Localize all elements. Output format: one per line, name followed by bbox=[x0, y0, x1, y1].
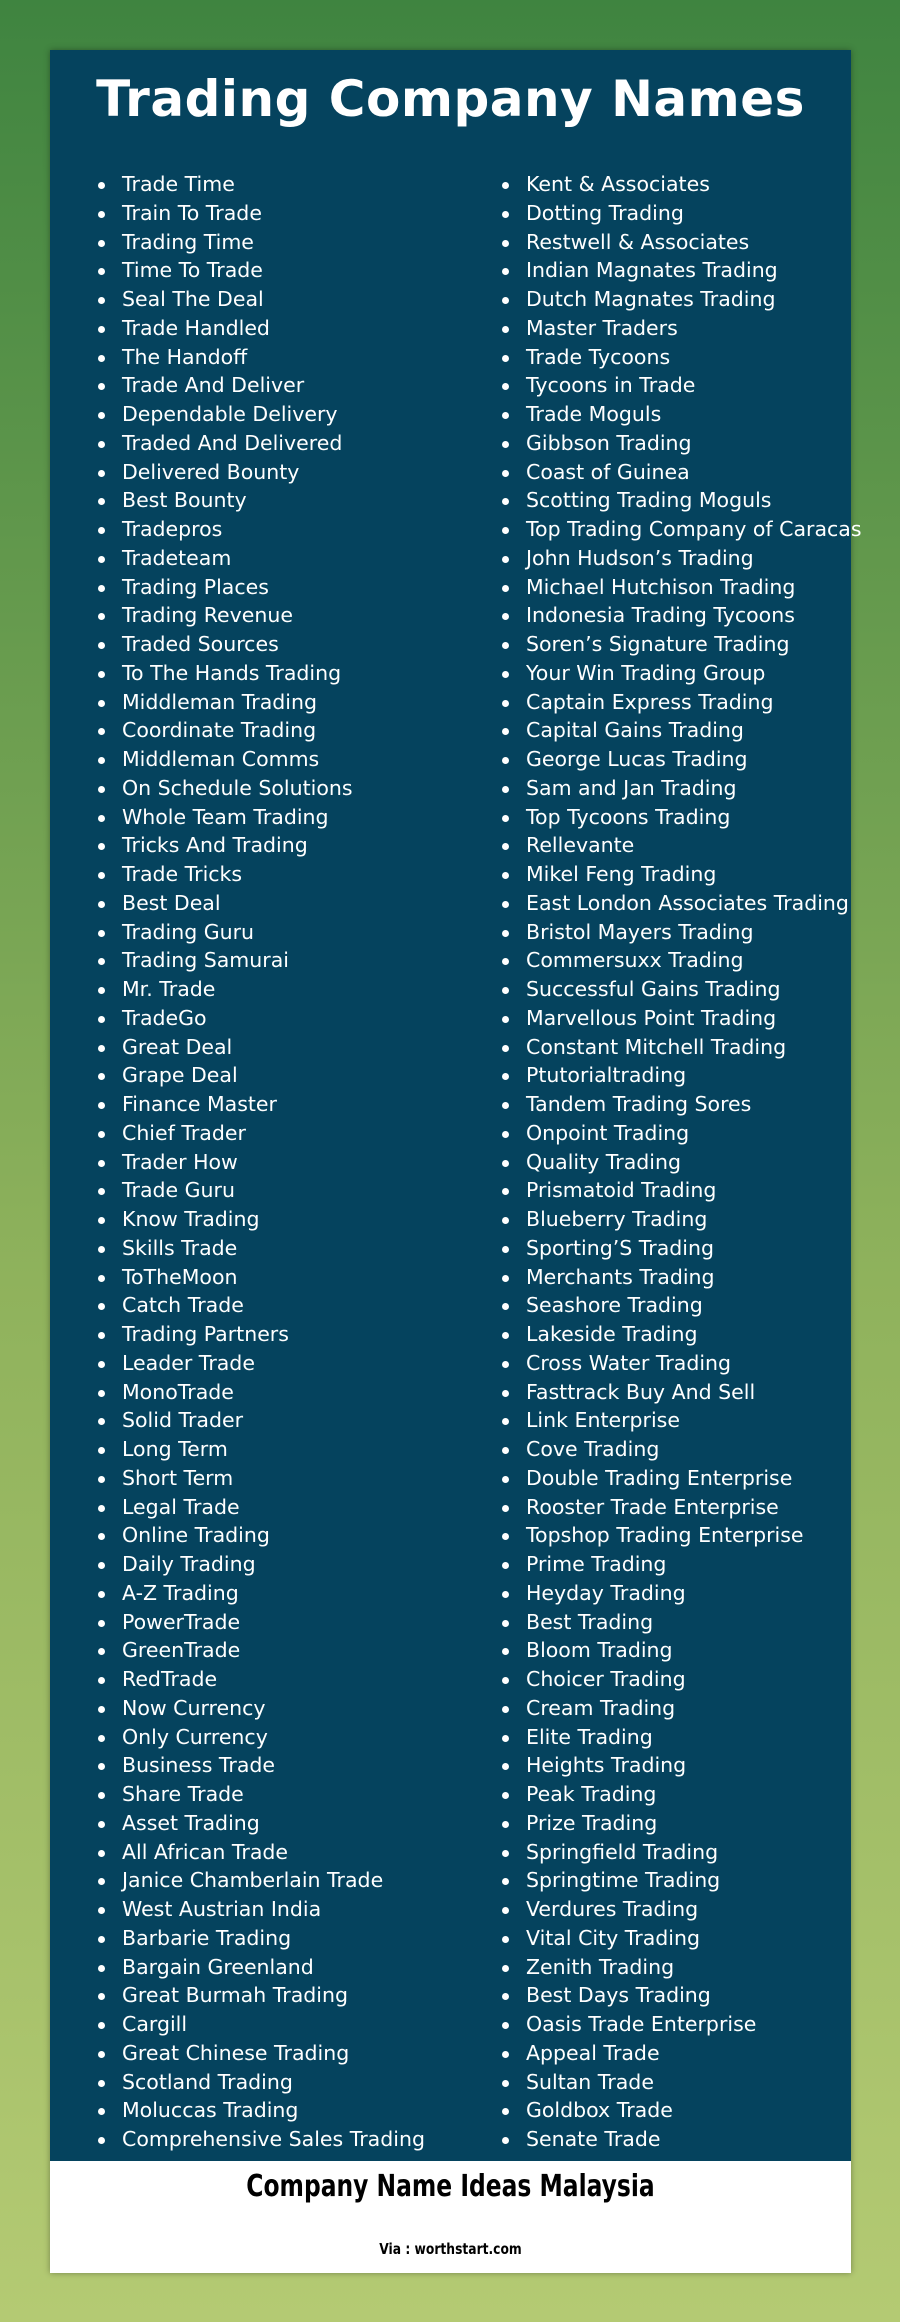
list-item: Zenith Trading bbox=[502, 1953, 847, 1982]
list-item: Cove Trading bbox=[502, 1435, 847, 1464]
list-item: Onpoint Trading bbox=[502, 1119, 847, 1148]
list-item: Trading Revenue bbox=[98, 601, 478, 630]
list-item: Moluccas Trading bbox=[98, 2096, 478, 2125]
list-item: Topshop Trading Enterprise bbox=[502, 1521, 847, 1550]
list-item: Scotting Trading Moguls bbox=[502, 486, 847, 515]
list-item: Asset Trading bbox=[98, 1809, 478, 1838]
list-item: Tradepros bbox=[98, 515, 478, 544]
list-item: West Austrian India bbox=[98, 1895, 478, 1924]
list-item: Trading Guru bbox=[98, 918, 478, 947]
list-item: Gibbson Trading bbox=[502, 429, 847, 458]
footer-title: Company Name Ideas Malaysia bbox=[246, 2169, 655, 2204]
list-item: On Schedule Solutions bbox=[98, 774, 478, 803]
list-item: Whole Team Trading bbox=[98, 803, 478, 832]
list-item: East London Associates Trading bbox=[502, 889, 847, 918]
list-item: Middleman Trading bbox=[98, 688, 478, 717]
list-item: Dependable Delivery bbox=[98, 400, 478, 429]
list-item: Leader Trade bbox=[98, 1349, 478, 1378]
list-item: Vital City Trading bbox=[502, 1924, 847, 1953]
list-item: Share Trade bbox=[98, 1780, 478, 1809]
list-item: Traded And Delivered bbox=[98, 429, 478, 458]
list-item: Daily Trading bbox=[98, 1550, 478, 1579]
list-item: TradeGo bbox=[98, 1004, 478, 1033]
list-item: Prize Trading bbox=[502, 1809, 847, 1838]
list-item: Coordinate Trading bbox=[98, 716, 478, 745]
list-item: Tricks And Trading bbox=[98, 831, 478, 860]
list-item: Best Days Trading bbox=[502, 1981, 847, 2010]
list-item: Trading Places bbox=[98, 573, 478, 602]
list-item: Goldbox Trade bbox=[502, 2096, 847, 2125]
list-item: Mikel Feng Trading bbox=[502, 860, 847, 889]
list-item: Chief Trader bbox=[98, 1119, 478, 1148]
list-item: Oasis Trade Enterprise bbox=[502, 2010, 847, 2039]
list-item: Great Chinese Trading bbox=[98, 2039, 478, 2068]
list-item: Choicer Trading bbox=[502, 1665, 847, 1694]
list-item: Barbarie Trading bbox=[98, 1924, 478, 1953]
list-item: Comprehensive Sales Trading bbox=[98, 2125, 478, 2154]
list-item: Know Trading bbox=[98, 1205, 478, 1234]
list-item: Coast of Guinea bbox=[502, 458, 847, 487]
list-item: Great Burmah Trading bbox=[98, 1981, 478, 2010]
list-item: Lakeside Trading bbox=[502, 1320, 847, 1349]
list-item: Online Trading bbox=[98, 1521, 478, 1550]
list-item: Mr. Trade bbox=[98, 975, 478, 1004]
list-item: Blueberry Trading bbox=[502, 1205, 847, 1234]
list-item: Prismatoid Trading bbox=[502, 1176, 847, 1205]
list-item: Business Trade bbox=[98, 1751, 478, 1780]
list-item: Tradeteam bbox=[98, 544, 478, 573]
list-item: Finance Master bbox=[98, 1090, 478, 1119]
list-item: Trade Guru bbox=[98, 1176, 478, 1205]
list-item: Best Deal bbox=[98, 889, 478, 918]
list-item: Springfield Trading bbox=[502, 1838, 847, 1867]
infographic-card bbox=[50, 50, 862, 2273]
names-list-right bbox=[502, 170, 862, 2154]
list-item: Trade Tricks bbox=[98, 860, 478, 889]
list-item: Trade Moguls bbox=[502, 400, 847, 429]
names-panel bbox=[50, 50, 862, 2161]
list-item: Great Deal bbox=[98, 1033, 478, 1062]
list-item: Soren’s Signature Trading bbox=[502, 630, 847, 659]
list-item: Bristol Mayers Trading bbox=[502, 918, 847, 947]
list-item: Bargain Greenland bbox=[98, 1953, 478, 1982]
list-item: Michael Hutchison Trading bbox=[502, 573, 847, 602]
list-item: Seashore Trading bbox=[502, 1291, 847, 1320]
list-item: Master Traders bbox=[502, 314, 847, 343]
list-item: Grape Deal bbox=[98, 1061, 478, 1090]
list-item: Heyday Trading bbox=[502, 1579, 847, 1608]
list-item: Springtime Trading bbox=[502, 1866, 847, 1895]
list-item: Long Term bbox=[98, 1435, 478, 1464]
list-item: Link Enterprise bbox=[502, 1406, 847, 1435]
list-item: Skills Trade bbox=[98, 1234, 478, 1263]
list-item: Now Currency bbox=[98, 1694, 478, 1723]
list-item: Short Term bbox=[98, 1464, 478, 1493]
list-item: Top Trading Company of Caracas bbox=[502, 515, 847, 544]
list-item: John Hudson’s Trading bbox=[502, 544, 847, 573]
list-item: Seal The Deal bbox=[98, 285, 478, 314]
list-item: Ptutorialtrading bbox=[502, 1061, 847, 1090]
list-item: MonoTrade bbox=[98, 1378, 478, 1407]
list-item: Quality Trading bbox=[502, 1148, 847, 1177]
list-item: Trade And Deliver bbox=[98, 371, 478, 400]
list-item: Solid Trader bbox=[98, 1406, 478, 1435]
list-item: Commersuxx Trading bbox=[502, 946, 847, 975]
list-item: Your Win Trading Group bbox=[502, 659, 847, 688]
list-item: Only Currency bbox=[98, 1723, 478, 1752]
list-item: Traded Sources bbox=[98, 630, 478, 659]
list-item: Trade Handled bbox=[98, 314, 478, 343]
list-item: Senate Trade bbox=[502, 2125, 847, 2154]
list-item: Sultan Trade bbox=[502, 2068, 847, 2097]
list-item: Cream Trading bbox=[502, 1694, 847, 1723]
list-item: Dotting Trading bbox=[502, 199, 847, 228]
list-item: Elite Trading bbox=[502, 1723, 847, 1752]
list-item: To The Hands Trading bbox=[98, 659, 478, 688]
list-item: Dutch Magnates Trading bbox=[502, 285, 847, 314]
footer bbox=[50, 2161, 851, 2273]
list-item: All African Trade bbox=[98, 1838, 478, 1867]
list-item: Rellevante bbox=[502, 831, 847, 860]
list-item: Restwell & Associates bbox=[502, 228, 847, 257]
list-item: Heights Trading bbox=[502, 1751, 847, 1780]
list-item: Scotland Trading bbox=[98, 2068, 478, 2097]
list-item: A-Z Trading bbox=[98, 1579, 478, 1608]
list-item: Merchants Trading bbox=[502, 1263, 847, 1292]
list-item: Delivered Bounty bbox=[98, 458, 478, 487]
list-item: The Handoff bbox=[98, 343, 478, 372]
list-item: Bloom Trading bbox=[502, 1636, 847, 1665]
list-item: Middleman Comms bbox=[98, 745, 478, 774]
page-title: Trading Company Names bbox=[96, 70, 805, 128]
list-item: Trading Samurai bbox=[98, 946, 478, 975]
list-item: Janice Chamberlain Trade bbox=[98, 1866, 478, 1895]
list-item: George Lucas Trading bbox=[502, 745, 847, 774]
list-item: Top Tycoons Trading bbox=[502, 803, 847, 832]
list-item: Trading Time bbox=[98, 228, 478, 257]
list-item: Cross Water Trading bbox=[502, 1349, 847, 1378]
list-item: Indian Magnates Trading bbox=[502, 256, 847, 285]
list-item: Kent & Associates bbox=[502, 170, 847, 199]
list-item: Successful Gains Trading bbox=[502, 975, 847, 1004]
list-item: Appeal Trade bbox=[502, 2039, 847, 2068]
list-item: Trading Partners bbox=[98, 1320, 478, 1349]
list-item: Captain Express Trading bbox=[502, 688, 847, 717]
list-item: Tycoons in Trade bbox=[502, 371, 847, 400]
list-item: Constant Mitchell Trading bbox=[502, 1033, 847, 1062]
list-item: Best Bounty bbox=[98, 486, 478, 515]
list-item: ToTheMoon bbox=[98, 1263, 478, 1292]
list-item: Trade Time bbox=[98, 170, 478, 199]
list-item: Marvellous Point Trading bbox=[502, 1004, 847, 1033]
list-item: Train To Trade bbox=[98, 199, 478, 228]
list-item: Sporting’S Trading bbox=[502, 1234, 847, 1263]
list-item: Time To Trade bbox=[98, 256, 478, 285]
list-item: Best Trading bbox=[502, 1608, 847, 1637]
list-item: PowerTrade bbox=[98, 1608, 478, 1637]
source-credit: Via : worthstart.com bbox=[379, 2240, 522, 2258]
list-item: Indonesia Trading Tycoons bbox=[502, 601, 847, 630]
list-item: Cargill bbox=[98, 2010, 478, 2039]
list-item: Peak Trading bbox=[502, 1780, 847, 1809]
list-item: Verdures Trading bbox=[502, 1895, 847, 1924]
list-item: RedTrade bbox=[98, 1665, 478, 1694]
list-item: Trade Tycoons bbox=[502, 343, 847, 372]
list-item: Rooster Trade Enterprise bbox=[502, 1493, 847, 1522]
list-item: Prime Trading bbox=[502, 1550, 847, 1579]
list-item: Legal Trade bbox=[98, 1493, 478, 1522]
list-item: Sam and Jan Trading bbox=[502, 774, 847, 803]
list-item: Catch Trade bbox=[98, 1291, 478, 1320]
list-item: GreenTrade bbox=[98, 1636, 478, 1665]
list-item: Trader How bbox=[98, 1148, 478, 1177]
list-item: Fasttrack Buy And Sell bbox=[502, 1378, 847, 1407]
list-item: Double Trading Enterprise bbox=[502, 1464, 847, 1493]
list-item: Tandem Trading Sores bbox=[502, 1090, 847, 1119]
names-list-left bbox=[98, 170, 478, 2154]
list-item: Capital Gains Trading bbox=[502, 716, 847, 745]
